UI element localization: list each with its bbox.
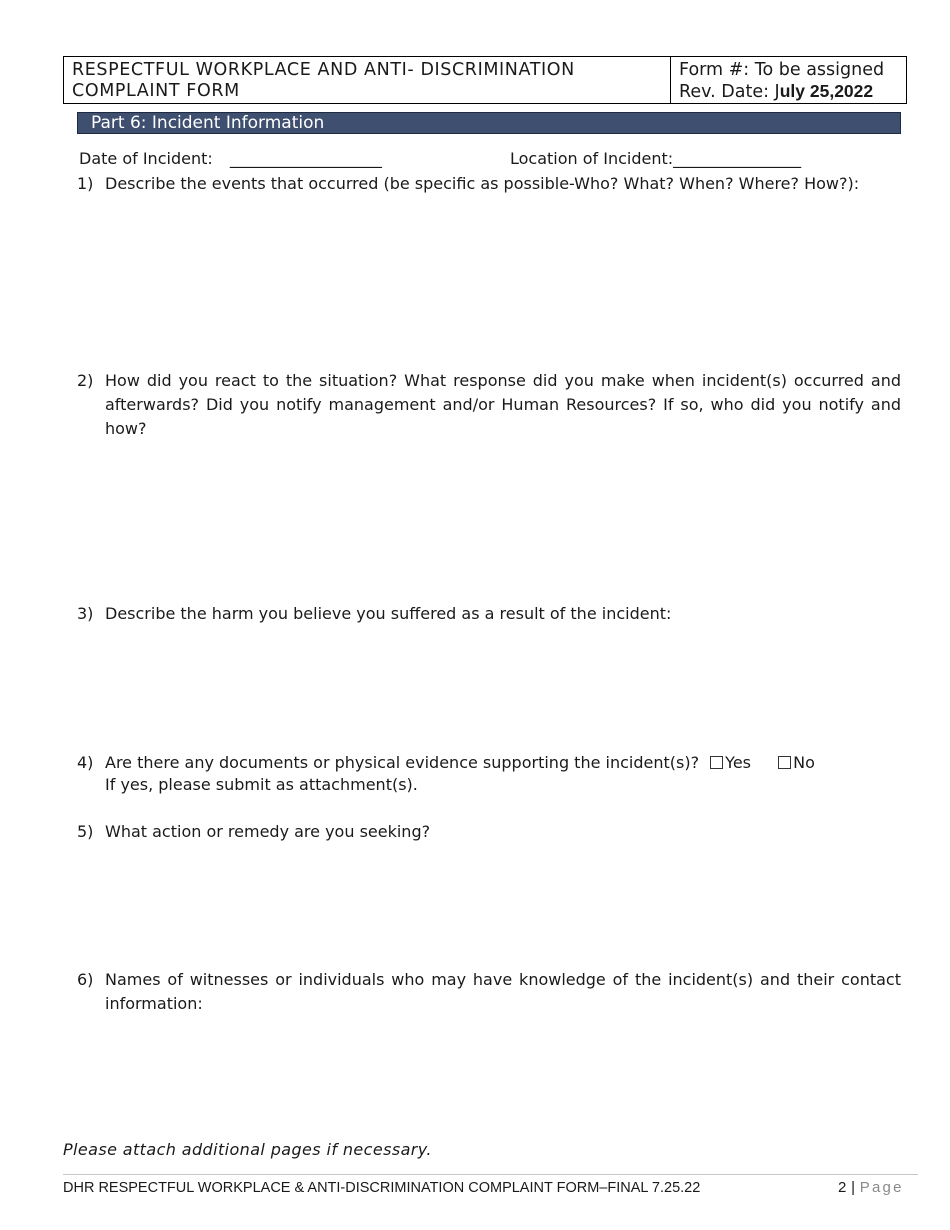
question-3: [77, 602, 901, 626]
question-6: [77, 968, 901, 1016]
question-2: [77, 369, 901, 441]
question-4: [77, 752, 901, 796]
location-of-incident-row: [510, 149, 801, 169]
question-text: Describe the events that occurred (be specific as possible-Who? What? When? Where? How?):: [105, 174, 860, 193]
answer-area-3[interactable]: [105, 630, 901, 745]
question-1: [77, 172, 901, 196]
question-number: 3): [77, 604, 94, 623]
footer-page-number: [838, 1179, 904, 1196]
page-separator: |: [851, 1179, 856, 1196]
revision-date-label: Rev. Date: J: [679, 82, 780, 102]
question-5: [77, 820, 901, 844]
date-of-incident-field[interactable]: ___________________: [229, 149, 382, 168]
footer-divider: [63, 1174, 918, 1175]
page-label: Page: [859, 1179, 904, 1196]
question-number: 5): [77, 822, 94, 841]
question-number: 6): [77, 970, 94, 989]
question-number: 1): [77, 174, 94, 193]
question-text: Describe the harm you believe you suffered as a result of the incident:: [105, 604, 672, 623]
question-text: What action or remedy are you seeking?: [105, 822, 431, 841]
date-of-incident-label: Date of Incident:: [79, 149, 213, 168]
form-meta: [671, 57, 906, 106]
no-label: No: [793, 753, 815, 772]
yes-option[interactable]: [710, 753, 751, 772]
answer-area-2[interactable]: [105, 445, 901, 595]
attachment-note: Please attach additional pages if necessary.: [63, 1140, 432, 1159]
question-text-row: [105, 752, 901, 774]
answer-area-5[interactable]: [105, 850, 901, 965]
yes-checkbox[interactable]: [710, 756, 723, 769]
question-number: 4): [77, 753, 94, 772]
question-text: How did you react to the situation? What response did you make when incident(s) occurred and afterwards? Did you notify management and/or Human Resources? If so, who did you notify and how?: [105, 371, 901, 438]
page-number: 2: [838, 1179, 847, 1196]
footer-document-title: DHR RESPECTFUL WORKPLACE & ANTI-DISCRIMINATION COMPLAINT FORM–FINAL 7.25.22: [63, 1180, 701, 1196]
form-title-line1: RESPECTFUL WORKPLACE AND ANTI- DISCRIMINATION: [72, 60, 575, 80]
form-title-line2: COMPLAINT FORM: [72, 81, 240, 101]
question-subtext: If yes, please submit as attachment(s).: [105, 775, 418, 794]
location-of-incident-field[interactable]: ________________: [673, 149, 802, 168]
answer-area-6[interactable]: [105, 1022, 901, 1132]
form-header: [63, 56, 907, 104]
question-text: Names of witnesses or individuals who may have knowledge of the incident(s) and their contact information:: [105, 970, 901, 1013]
yes-label: Yes: [725, 753, 751, 772]
location-of-incident-label: Location of Incident:: [510, 149, 674, 168]
question-number: 2): [77, 371, 94, 390]
form-number: Form #: To be assigned: [679, 60, 885, 80]
section-header: Part 6: Incident Information: [77, 112, 901, 134]
revision-date-value: uly 25,2022: [779, 81, 874, 101]
question-text: Are there any documents or physical evidence supporting the incident(s)?: [105, 753, 700, 772]
no-option[interactable]: [778, 753, 815, 772]
date-of-incident-row: [79, 149, 382, 169]
form-title: [64, 57, 671, 103]
answer-area-1[interactable]: [105, 202, 901, 362]
revision-date: [679, 81, 906, 103]
no-checkbox[interactable]: [778, 756, 791, 769]
